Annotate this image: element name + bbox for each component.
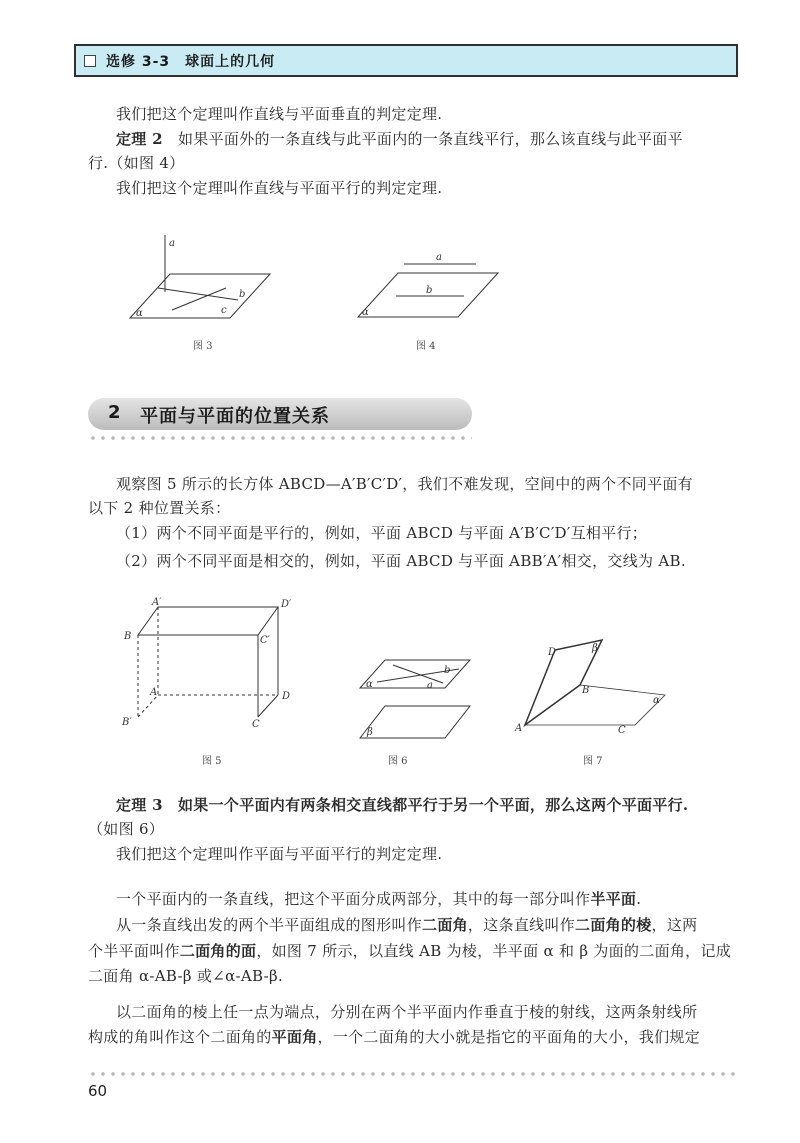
label-a: a (427, 680, 433, 691)
section-title: 平面与平面的位置关系 (140, 406, 330, 427)
term-dihedral-face: 二面角的面 (179, 942, 257, 960)
label-b: b (426, 285, 433, 296)
header-title: 选修 3-3 球面上的几何 (106, 54, 276, 70)
theorem-3-cont: （如图 6） (88, 820, 165, 838)
text-line: 观察图 5 所示的长方体 ABCD—A′B′C′D′，我们不难发现，空间中的两个不同平面有 (116, 475, 693, 493)
figure-3 (120, 230, 290, 330)
section-number: 2 (108, 402, 121, 423)
plane-beta (360, 706, 470, 738)
label-a: a (436, 252, 442, 263)
figure-6-caption: 图 6 (388, 756, 408, 767)
face-top (138, 607, 278, 635)
label-alpha: α (362, 307, 369, 318)
text-line: 个半平面叫作二面角的面，如图 7 所示，以直线 AB 为棱，半平面 α 和 β 为面的二面角，记成 (88, 942, 732, 960)
footer-dotted-divider (88, 1071, 738, 1077)
label-A: A (515, 723, 523, 734)
text-line: 一个平面内的一条直线，把这个平面分成两部分，其中的每一部分叫作半平面. (116, 890, 642, 908)
line-b (158, 288, 238, 300)
dotted-divider (88, 435, 472, 441)
label-B1: B′ (122, 717, 132, 728)
label-beta: β (367, 727, 373, 738)
label-alpha: α (653, 695, 660, 706)
label-D1: D′ (281, 599, 292, 610)
figure-6 (355, 655, 485, 745)
text-line: 从一条直线出发的两个半平面组成的图形叫作二面角，这条直线叫作二面角的棱，这两 (116, 916, 698, 934)
header-square-icon (84, 55, 96, 67)
label-D: D (548, 647, 557, 658)
label-B: B (124, 631, 132, 642)
label-c: c (221, 305, 227, 316)
term-dihedral-edge: 二面角的棱 (575, 916, 652, 934)
label-b: b (444, 665, 451, 676)
figure-5-caption: 图 5 (202, 756, 222, 767)
term-plane-angle: 平面角 (271, 1028, 318, 1046)
half-plane-alpha (525, 685, 665, 725)
label-beta: β (592, 643, 598, 654)
text-line: 构成的角叫作这个二面角的平面角，一个二面角的大小就是指它的平面角的大小，我们规定 (88, 1028, 701, 1046)
label-C: C (618, 725, 626, 736)
label-B: B (582, 685, 590, 696)
label-alpha: α (136, 308, 143, 319)
section-heading (88, 398, 472, 430)
theorem-2-text: 如果平面外的一条直线与此平面内的一条直线平行，那么该直线与此平面平 (178, 130, 683, 148)
label-C: C (252, 719, 260, 730)
label-b: b (239, 289, 246, 300)
half-plane-beta (525, 640, 602, 725)
list-item: （2）两个不同平面是相交的，例如，平面 ABCD 与平面 ABB′A′相交，交线为 AB. (116, 552, 686, 570)
theorem-3-label: 定理 3 (116, 796, 163, 814)
text-line: 以二面角的棱上任一点为端点，分别在两个半平面内作垂直于棱的射线，这两条射线所 (116, 1003, 698, 1021)
text-line: 以下 2 种位置关系： (88, 499, 231, 517)
theorem-2-cont: 行.（如图 4） (88, 154, 185, 172)
label-a: a (169, 238, 175, 249)
figure-3-caption: 图 3 (193, 341, 213, 352)
page-number: 60 (88, 1082, 108, 1100)
figure-7-caption: 图 7 (583, 756, 603, 767)
text-line: 我们把这个定理叫作直线与平面平行的判定定理. (116, 179, 443, 197)
text-line: 我们把这个定理叫作平面与平面平行的判定定理. (116, 845, 443, 863)
figure-5 (110, 595, 310, 745)
term-half-plane: 半平面 (590, 890, 637, 908)
list-item: （1）两个不同平面是平行的，例如，平面 ABCD 与平面 A′B′C′D′互相平行； (116, 524, 648, 542)
figure-4-caption: 图 4 (416, 341, 436, 352)
figure-7 (510, 635, 680, 745)
label-C1: C′ (260, 635, 270, 646)
label-alpha: α (366, 679, 373, 690)
term-dihedral-angle: 二面角 (422, 916, 468, 934)
plane-alpha (130, 274, 270, 318)
theorem-2-label: 定理 2 (116, 130, 163, 148)
line-b (393, 665, 443, 683)
plane-alpha (360, 660, 470, 688)
label-A: A (150, 687, 158, 698)
theorem-3-text: 如果一个平面内有两条相交直线都平行于另一个平面，那么这两个平面平行. (178, 796, 689, 814)
label-A1: A′ (152, 597, 162, 608)
label-D: D (282, 691, 291, 702)
page-header (74, 44, 738, 77)
text-line: 二面角 α-AB-β 或∠α-AB-β. (88, 967, 284, 985)
text-line: 我们把这个定理叫作直线与平面垂直的判定定理. (116, 105, 443, 123)
figure-4 (350, 245, 510, 325)
